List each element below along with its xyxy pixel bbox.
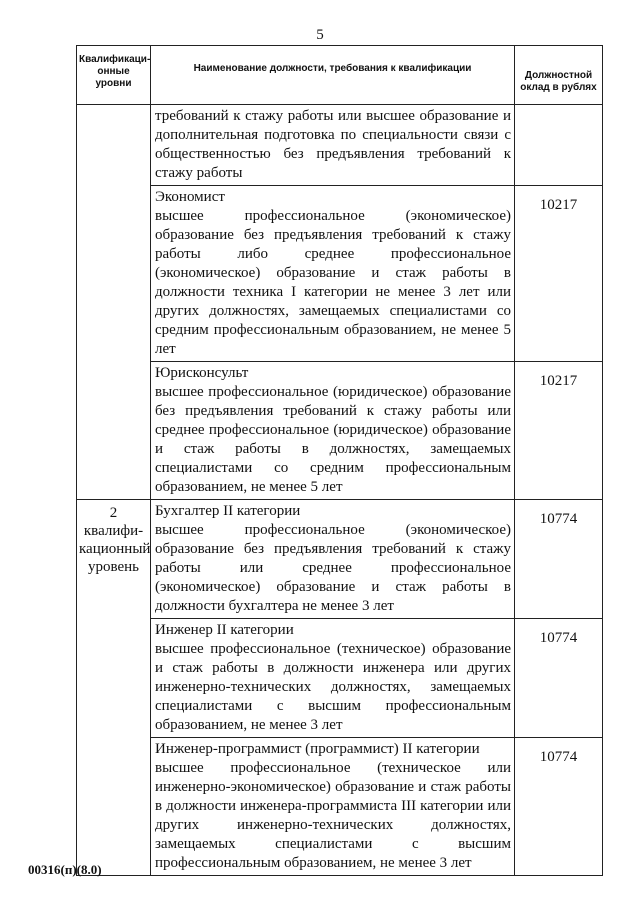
continuation-text — [151, 105, 515, 186]
position-title: Инженер-программист (программист) II категории — [155, 741, 480, 757]
salary-cell: 10217 — [515, 362, 603, 500]
level-2-label: 2 квалифи-кационный уровень — [77, 500, 151, 876]
position-requirements: высшее профессиональное (юридическое) образование без предъявления требований к стажу работы или среднее профессиональное (юридическое) образование и стаж работы в должностях, замещаемых специалистами со средним профессиональным образованием, не менее 5 лет — [155, 384, 511, 495]
position-cell — [151, 738, 515, 876]
position-title: Бухгалтер II категории — [155, 503, 301, 519]
page-number: 5 — [316, 27, 324, 43]
salary-cell: 10774 — [515, 500, 603, 619]
table-row — [77, 738, 603, 876]
salary-cell: 10774 — [515, 619, 603, 738]
header-qualification-levels: Квалификаци-онные уровни — [77, 46, 151, 105]
position-requirements: высшее профессиональное (техническое или инженерно-экономическое) образование и стаж работы в должности инженера-программиста III категории или других инженерно-технических должностях, замещаемых специалистами с высшим профессиональным образованием, не менее 3 лет — [155, 760, 511, 871]
salary-cell: 10774 — [515, 738, 603, 876]
position-requirements: высшее профессиональное (экономическое) образование без предъявления требований к стажу работы или среднее профессиональное (экономическое) образование и стаж работы в должности бухгалтера не менее 3 лет — [155, 522, 511, 614]
table-row — [77, 619, 603, 738]
position-cell — [151, 500, 515, 619]
position-requirements: требований к стажу работы или высшее образование и дополнительная подготовка по специальности связи с общественностью без предъявления требований к стажу работы — [155, 108, 511, 181]
table-row — [77, 186, 603, 362]
position-title: Инженер II категории — [155, 622, 294, 638]
table-header-row — [77, 46, 603, 105]
position-cell — [151, 186, 515, 362]
position-title: Юрисконсульт — [155, 365, 249, 381]
position-title: Экономист — [155, 189, 225, 205]
header-salary: Должностной оклад в рублях — [515, 46, 603, 105]
qualification-table — [76, 45, 603, 876]
table-row — [77, 362, 603, 500]
table-row — [77, 105, 603, 186]
salary-cell: 10217 — [515, 186, 603, 362]
position-cell — [151, 362, 515, 500]
position-requirements: высшее профессиональное (техническое) образование и стаж работы в должности инженера или других инженерно-технических должностях, замещаемых специалистами с высшим профессиональным образованием, не менее 3 лет — [155, 641, 511, 733]
salary-cell — [515, 105, 603, 186]
document-code: 00316(п)(8.0) — [28, 862, 102, 877]
position-cell — [151, 619, 515, 738]
table-row — [77, 500, 603, 619]
level-1-cell — [77, 105, 151, 500]
header-position-requirements: Наименование должности, требования к квалификации — [151, 46, 515, 105]
position-requirements: высшее профессиональное (экономическое) образование без предъявления требований к стажу работы либо среднее профессиональное (экономическое) образование и стаж работы в должности техника I категории не менее 3 лет или других должностях, замещаемых специалистами со средним профессиональным образованием, не менее 5 лет — [155, 208, 511, 357]
